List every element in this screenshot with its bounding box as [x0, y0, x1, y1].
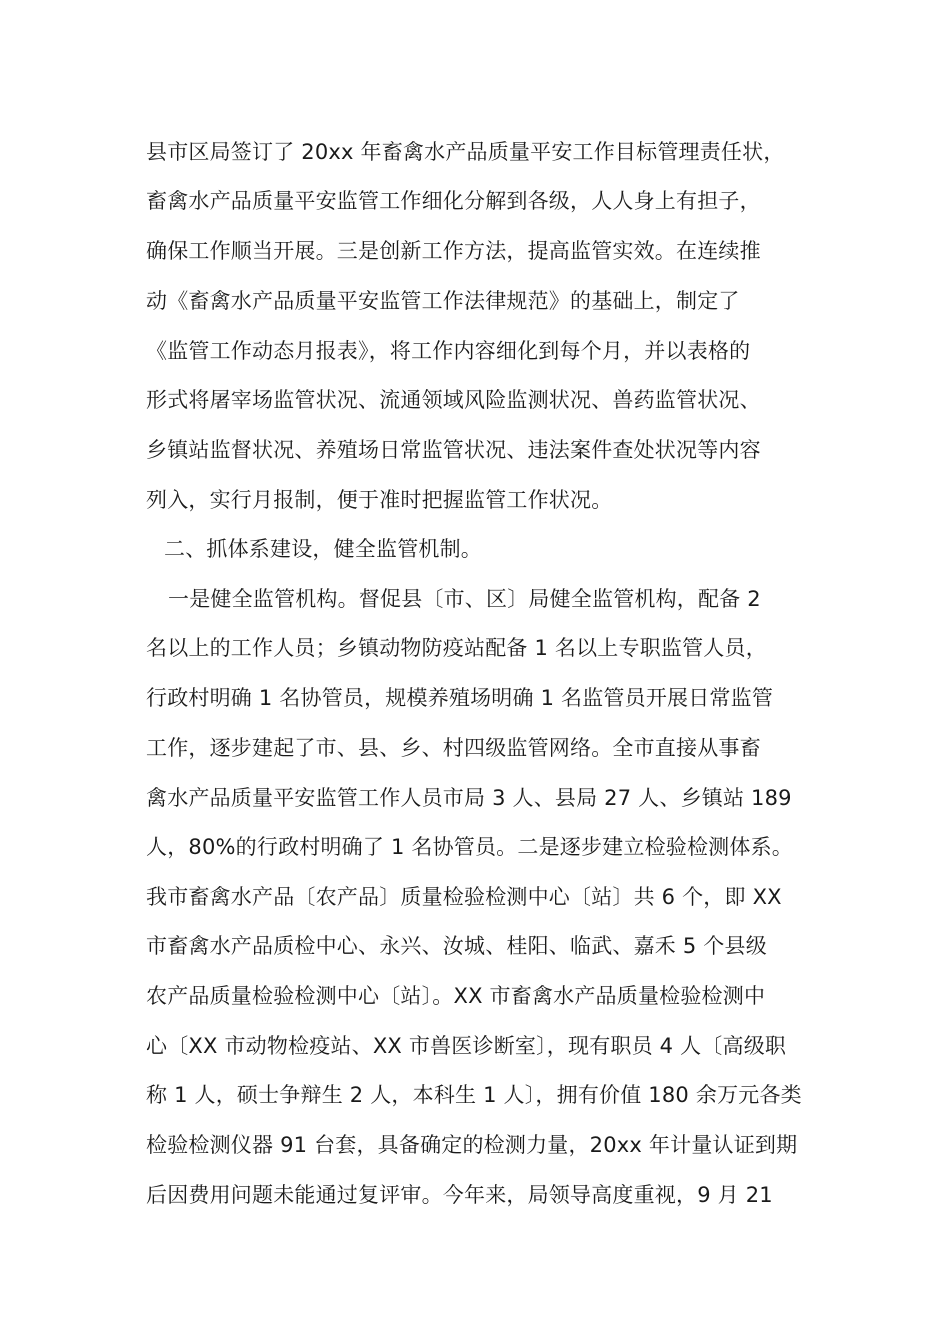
- paragraph-line-13: 工作，逐步建起了市、县、乡、村四级监管网络。全市直接从事畜: [146, 736, 761, 760]
- paragraph-line-5: 《监管工作动态月报表》，将工作内容细化到每个月，并以表格的: [146, 339, 751, 363]
- paragraph-line-7: 乡镇站监督状况、养殖场日常监管状况、违法案件查处状况等内容: [146, 438, 761, 462]
- paragraph-line-4: 动《畜禽水产品质量平安监管工作法律规范》的基础上，制定了: [146, 289, 740, 313]
- paragraph-line-12: 行政村明确 1 名协管员，规模养殖场明确 1 名监管员开展日常监管: [146, 686, 774, 710]
- paragraph-line-22: 后因费用问题未能通过复评审。今年来，局领导高度重视，9 月 21: [146, 1183, 773, 1207]
- paragraph-line-8: 列入，实行月报制，便于准时把握监管工作状况。: [146, 488, 613, 512]
- paragraph-line-18: 农产品质量检验检测中心〔站〕。XX 市畜禽水产品质量检验检测中: [146, 984, 766, 1008]
- section-heading: 二、抓体系建设，健全监管机制。: [164, 537, 482, 561]
- paragraph-line-17: 市畜禽水产品质检中心、永兴、汝城、桂阳、临武、嘉禾 5 个县级: [146, 934, 767, 958]
- paragraph-line-10: 一是健全监管机构。督促县〔市、区〕局健全监管机构，配备 2: [168, 587, 761, 611]
- paragraph-line-21: 检验检测仪器 91 台套，具备确定的检测力量，20xx 年计量认证到期: [146, 1133, 798, 1157]
- paragraph-line-3: 确保工作顺当开展。三是创新工作方法，提高监管实效。在连续推: [146, 239, 761, 263]
- paragraph-line-20: 称 1 人，硕士争辩生 2 人，本科生 1 人〕，拥有价值 180 余万元各类: [146, 1083, 802, 1107]
- paragraph-line-6: 形式将屠宰场监管状况、流通领域风险监测状况、兽药监管状况、: [146, 388, 761, 412]
- paragraph-line-11: 名以上的工作人员；乡镇动物防疫站配备 1 名以上专职监管人员，: [146, 636, 767, 660]
- paragraph-line-1: 县市区局签订了 20xx 年畜禽水产品质量平安工作目标管理责任状，: [146, 140, 785, 164]
- paragraph-line-2: 畜禽水产品质量平安监管工作细化分解到各级，人人身上有担子，: [146, 189, 761, 213]
- paragraph-line-15: 人，80%的行政村明确了 1 名协管员。二是逐步建立检验检测体系。: [146, 835, 793, 859]
- paragraph-line-19: 心〔XX 市动物检疫站、XX 市兽医诊断室〕，现有职员 4 人〔高级职: [146, 1034, 787, 1058]
- paragraph-line-16: 我市畜禽水产品〔农产品〕质量检验检测中心〔站〕共 6 个，即 XX: [146, 885, 782, 909]
- paragraph-line-14: 禽水产品质量平安监管工作人员市局 3 人、县局 27 人、乡镇站 189: [146, 786, 792, 810]
